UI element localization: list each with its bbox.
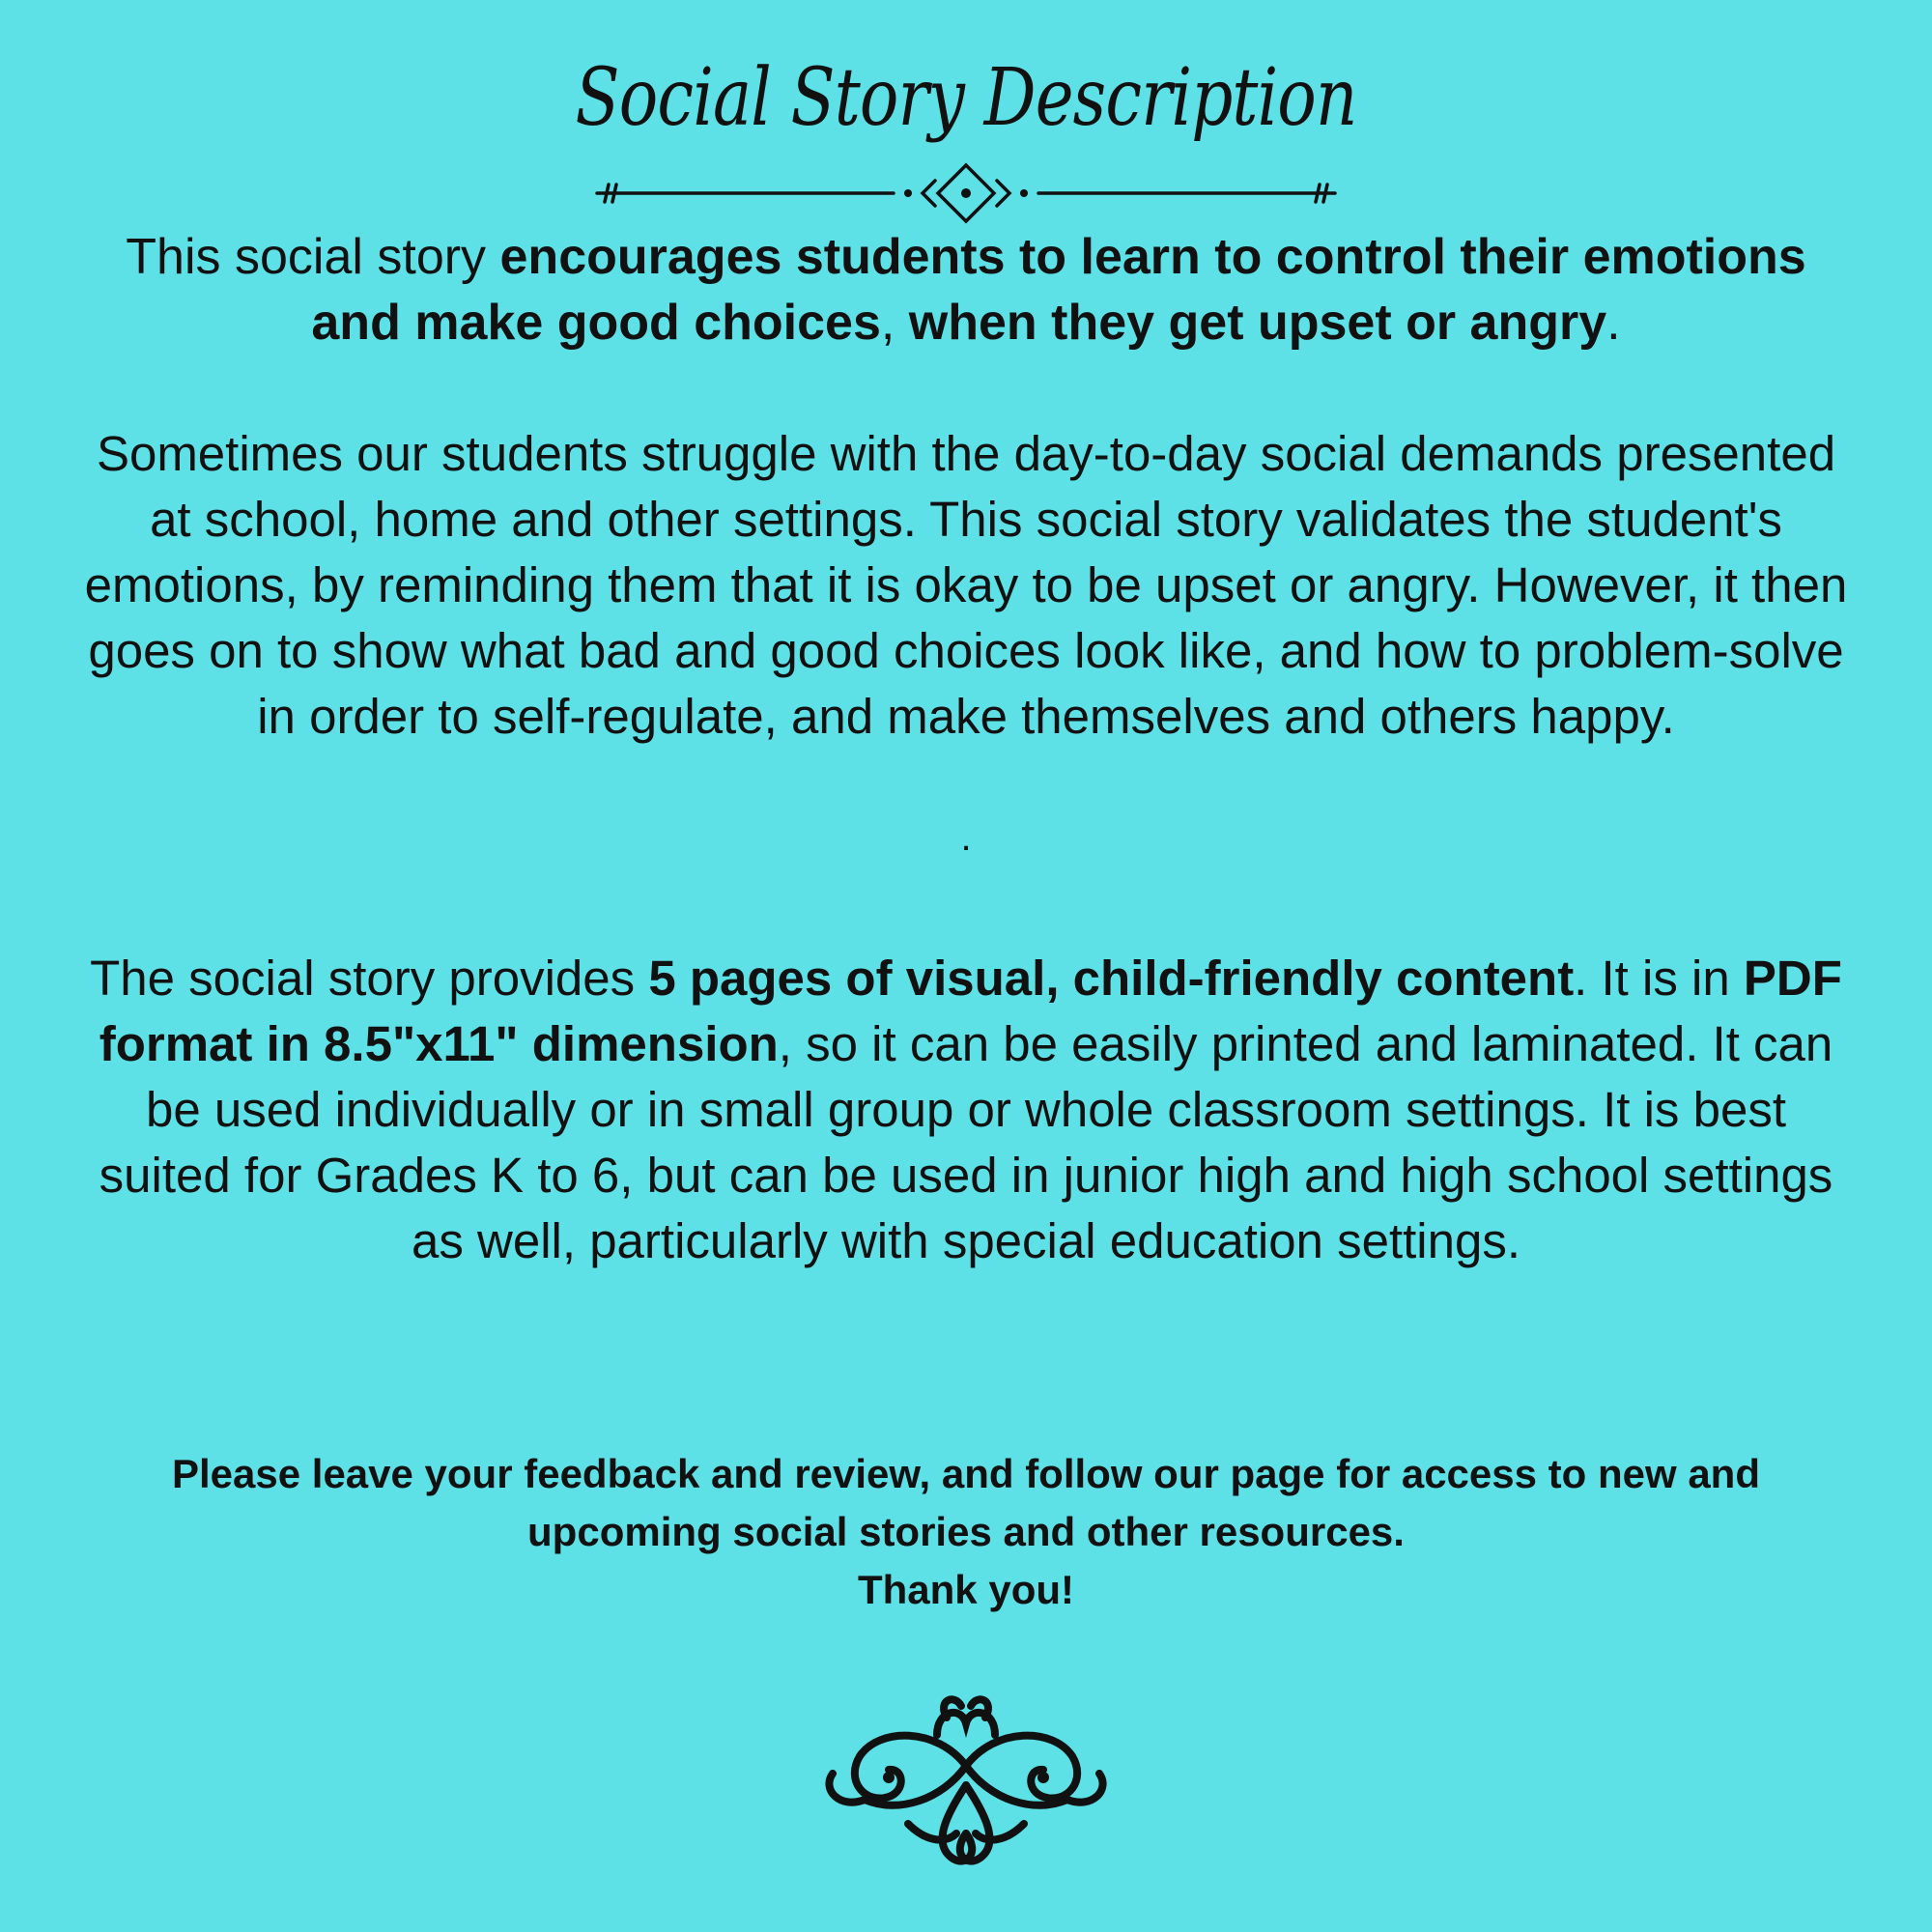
format-text-2: . It is in <box>1574 951 1744 1006</box>
format-bold-1: 5 pages of visual, child-friendly content <box>648 951 1575 1006</box>
ornamental-divider-icon <box>589 159 1343 227</box>
closing-thanks: Thank you! <box>857 1567 1074 1612</box>
intro-text-3: . <box>1606 295 1621 351</box>
intro-text-1: This social story <box>126 229 500 285</box>
format-bold-2: PDF format in 8.5"x11" dimension <box>99 951 1842 1071</box>
format-paragraph <box>77 946 1855 1274</box>
format-text-3: , so it can be easily printed and laminated. It can be used individually or in small group or whole classroom settings. It is best suited for Grades K to 6, but can be used in junior high and high school settings as well, particularly with special education settings. <box>99 1016 1833 1268</box>
scroll-flourish-icon <box>792 1689 1140 1882</box>
intro-bold-2: when they get upset or angry <box>908 295 1607 351</box>
intro-bold-1: encourages students to learn to control their emotions and make good choices <box>311 229 1806 351</box>
separator-dot: . <box>960 816 972 859</box>
page-title: Social Story Description <box>575 52 1357 144</box>
intro-text-2: , <box>880 295 909 351</box>
closing-request: Please leave your feedback and review, and follow our page for access to new and upcoming social stories and other resources. <box>171 1451 1760 1554</box>
closing-paragraph <box>77 1445 1855 1619</box>
intro-paragraph <box>77 224 1855 355</box>
format-text-1: The social story provides <box>90 951 649 1006</box>
purpose-paragraph: Sometimes our students struggle with the day-to-day social demands presented at school, home and other settings. This social story validates the student's emotions, by reminding them that it is okay to be upset or angry. However, it then goes on to show what bad and good choices look like, and how to problem-solve in order to self-regulate, and make themselves and others happy. <box>84 426 1848 744</box>
